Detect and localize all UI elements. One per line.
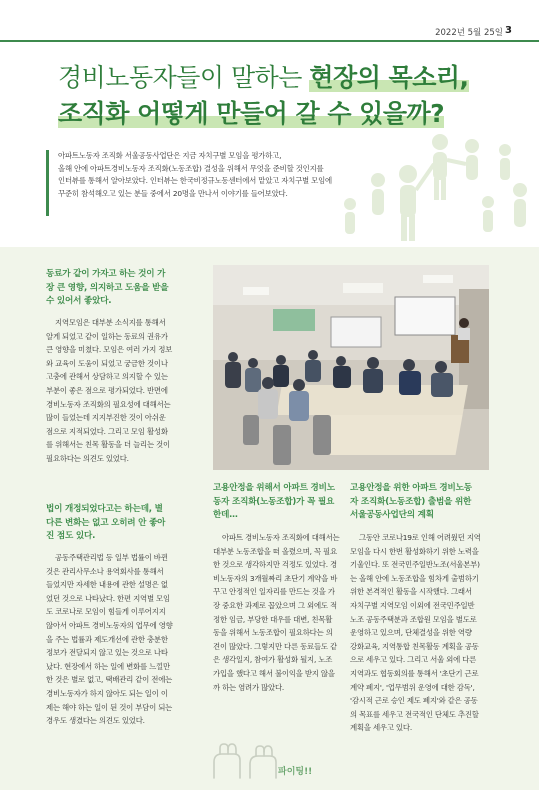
- section2-heading: [46, 503, 196, 544]
- body-line: 경비노동자가 하지 않아도 되는 일이 이: [46, 688, 168, 698]
- body-line: 와 교육이 도움이 되었고 궁금한 것이나: [46, 358, 168, 368]
- body-line: '감시적 근로 승인 제도 폐지'와 같은 공동: [350, 696, 478, 706]
- body-line: 꾸고 안정적인 일자리를 만드는 것을 가: [213, 587, 335, 597]
- body-line: 들었지만 자세한 내용에 관한 설명은 없: [46, 580, 168, 590]
- body-line: 계약 폐지', '업무범위 운영에 대한 감독',: [350, 682, 475, 692]
- body-line: 알게 되었고 같이 일하는 동료의 권유가: [46, 331, 168, 341]
- body-line: 으로 세우고 있다. 그리고 서울 외에 다른: [350, 655, 477, 665]
- body-line: 점으로 지적되었다. 그리고 모임 활성화: [46, 426, 168, 436]
- body-line: 않아서 아파트 경비노동자의 업무에 영향: [46, 620, 173, 630]
- body-line: 모임을 다시 한번 활성화하기 위한 노력을: [350, 546, 479, 556]
- page-header: [0, 0, 539, 42]
- heading-line: 수 있어서 좋았다.: [46, 296, 112, 306]
- section1-body: [46, 316, 196, 466]
- issue-date: 2022년 5월 25일: [435, 28, 503, 38]
- body-line: 를 위해서는 친목 활동을 더 늘리는 것이: [46, 440, 170, 450]
- body-line: 대부분 노동조합을 떠 올렸으며, 꼭 필요: [213, 546, 337, 556]
- body-line: 노조 공동주택분과 조합원 모임을 별도로: [350, 614, 477, 624]
- meeting-room-photo: [213, 265, 489, 470]
- body-line: 까 하는 염려가 많았다.: [213, 682, 285, 692]
- heading-line: 동료가 같이 가자고 하는 것이 가: [46, 269, 166, 279]
- title-highlight: 현장의 목소리,: [309, 63, 469, 92]
- body-line: 위한 본격적인 활동을 시작했다. 그래서: [350, 587, 472, 597]
- heading-line: 동자 조직화(노동조합)가 꼭 필요: [213, 496, 335, 507]
- body-line: 한 것으로 생각하지만 걱정도 있었다. 경: [213, 560, 337, 570]
- body-line: 경비노동자 조직화의 필요성에 대해서는: [46, 399, 171, 409]
- title-line2-text: 조직화 어떻게 만들어 갈 수 있을까?: [58, 99, 445, 128]
- section3-body: [213, 531, 343, 694]
- body-line: 경우도 생겼다는 의견도 있었다.: [46, 716, 145, 726]
- body-line: 었던 것으로 나타났다. 한편 지역별 모임: [46, 593, 170, 603]
- body-line: 필요하다는 의견도 있었다.: [46, 453, 129, 463]
- section4-body: [350, 531, 492, 735]
- body-line: 는 올해 안에 노동조합을 힘차게 출범하기: [350, 573, 479, 583]
- heading-line: 장 큰 영향, 의지하고 도움을 받을: [46, 282, 169, 293]
- body-line: 정보가 전달되지 않고 있는 것으로 나타: [46, 648, 168, 658]
- section4-heading: [350, 482, 492, 523]
- body-line: 지역과도 협동회의를 통해서 '초단기 근로: [350, 668, 479, 678]
- body-line: 공동주택관리법 등 일부 법률이 바뀐: [55, 553, 168, 562]
- intro-line: 올해 안에 아파트경비노동자 조직화(노동조합) 결성을 위해서 무엇을 준비할 것인지를: [58, 163, 324, 173]
- body-line: 났다. 현장에서 하는 일에 변화를 느낄만: [46, 661, 170, 671]
- title-plain: 경비노동자들이 말하는: [58, 63, 310, 92]
- heading-line: 고용안정을 위해서 아파트 경비노: [213, 483, 335, 493]
- body-line: 한 것은 별로 없고, 택배관리 같이 전에는: [46, 675, 173, 685]
- intro-paragraph: [58, 150, 358, 200]
- body-line: 비노동자의 3개월짜리 초단기 계약을 바: [213, 573, 338, 583]
- section2-body: [46, 551, 196, 728]
- heading-line: 한데…: [213, 510, 238, 520]
- section3-heading: [213, 482, 343, 523]
- body-line: 동을 위해서 노동조합이 필요하다는 의: [213, 628, 333, 638]
- heading-line: 다른 변화는 없고 오히려 안 좋아: [46, 517, 166, 528]
- body-line: 계획을 세우고 있다.: [350, 723, 412, 733]
- heading-line: 서울공동사업단의 계획: [350, 510, 434, 520]
- heading-line: 진 점도 있다.: [46, 531, 96, 541]
- body-line: 가입을 했다고 해서 불이익을 받지 않을: [213, 668, 335, 678]
- body-line: 운영하고 있으며, 단체결성을 위한 역량: [350, 628, 472, 638]
- body-line: 은 생각일지, 참여가 활성화 될지, 노조: [213, 655, 333, 665]
- body-line: 아파트 경비노동자 조직화에 대해서는: [222, 533, 340, 542]
- body-line: 의 목표를 세우고 전국적인 단체도 추진할: [350, 709, 479, 719]
- body-line: 그동안 코로나19로 인해 어려웠던 지역: [359, 533, 481, 542]
- body-line: 도 코로나로 모임이 힘들게 이루어지지: [46, 607, 166, 617]
- sticker-text: 파이팅!!: [278, 767, 313, 777]
- article-title-line1: [58, 58, 469, 94]
- section1-heading: [46, 268, 196, 309]
- heading-line: 법이 개정되었다고는 하는데, 별: [46, 504, 163, 514]
- people-group-illustration: [330, 120, 539, 250]
- body-line: 장 중요한 과제로 꼽았으며 그 외에도 적: [213, 600, 337, 610]
- body-line: 것은 관리사무소나 용역회사를 통해서: [46, 566, 164, 576]
- body-line: 고충에 관해서 상담하고 의지할 수 있는: [46, 372, 168, 382]
- body-line: 큰 영향을 미쳤다. 모임은 여러 가지 정보: [46, 345, 173, 355]
- body-line: 견이 많았다. 그렇지만 다른 동료들도 같: [213, 641, 337, 651]
- intro-accent-bar: [46, 150, 49, 216]
- body-line: 정한 임금, 부당한 대우를 대변, 친목활: [213, 614, 333, 624]
- body-line: 부분이 좋은 점으로 평가되었다. 반면에: [46, 385, 168, 395]
- page-number: 3: [505, 25, 512, 36]
- intro-line: 인터뷰를 통해서 알아보았다. 인터뷰는 한국비정규노동센터에서 맡았고 자치구별 모임에: [58, 176, 332, 186]
- fighting-sticker: [200, 738, 320, 782]
- body-line: 많이 들었는데 지지부진한 것이 아쉬운: [46, 413, 166, 423]
- body-line: 강화교육, 지역통합 친목활동 계획을 공동: [350, 641, 479, 651]
- body-line: 을 주는 법률과 제도개선에 관한 충분한: [46, 634, 168, 644]
- body-line: 기울인다. 또 전국민주일반노조(서울본부): [350, 560, 480, 570]
- heading-line: 자 조직화(노동조합) 출범을 위한: [350, 496, 472, 507]
- intro-line: 꾸준히 참석해오고 있는 분들 중에서 20명을 만나서 이야기를 들어보았다.: [58, 188, 288, 198]
- body-line: 지역모임은 대부분 소식지를 통해서: [55, 318, 166, 327]
- heading-line: 고용안정을 위한 아파트 경비노동: [350, 483, 472, 493]
- intro-line: 아파트노동자 조직화 서울공동사업단은 지금 자치구별 모임을 평가하고,: [58, 151, 282, 160]
- body-line: 제는 해야 하는 일이 된 것이 부담이 되는: [46, 702, 173, 712]
- body-line: 자치구별 지역모임 이외에 전국민주일반: [350, 600, 475, 610]
